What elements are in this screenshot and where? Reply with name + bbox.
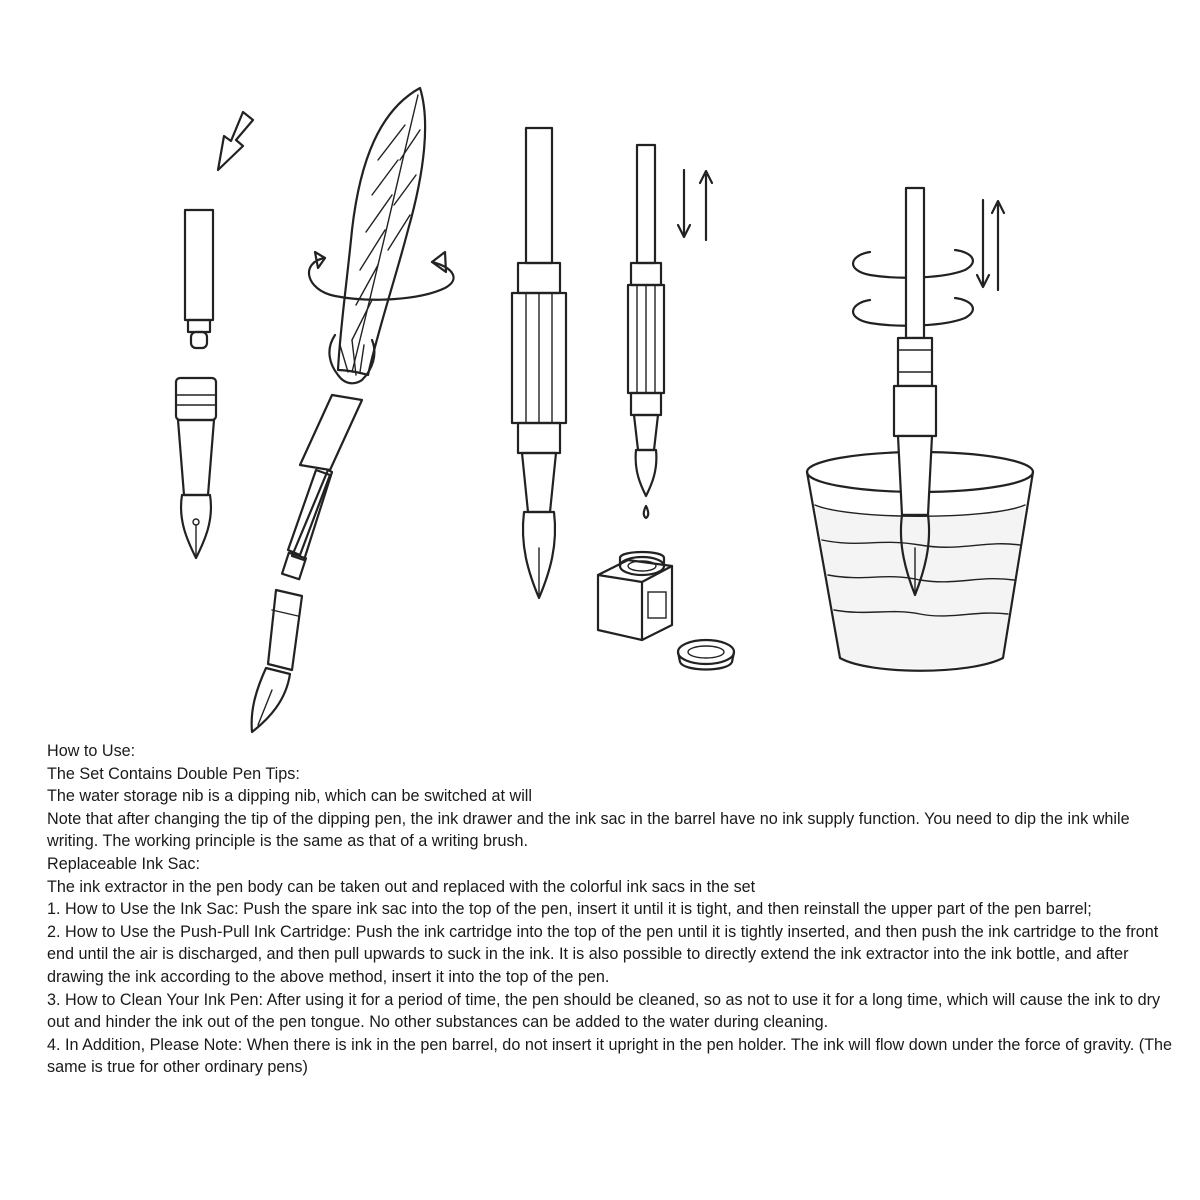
ink-sac-note: The ink extractor in the pen body can be taken out and replaced with the colorful ink sacs in the set (47, 877, 756, 896)
step-2: 2. How to Use the Push-Pull Ink Cartridge: Push the ink cartridge into the top of the pen until it is tightly inserted, and then push the ink cartridge to the front end until the air is discharged, and then pull upwards to suck in the ink. It is also possible to directly extend the ink extractor into the ink bottle, and after drawing the ink according to the above method, insert it into the top of the pen. (47, 922, 1159, 986)
dip-note: Note that after changing the tip of the dipping pen, the ink drawer and the ink sac in the barrel have no ink supply function. You need to dip the ink while writing. The working principle is the same as that of a writing brush. (47, 809, 1130, 851)
ink-sac-title: Replaceable Ink Sac: (47, 854, 200, 873)
step-4: 4. In Addition, Please Note: When there is ink in the pen barrel, do not insert it upright in the pen holder. The ink will flow down under the force of gravity. (The same is true for other ordinary pens) (47, 1035, 1173, 1077)
push-pull-arrows-icon (678, 170, 712, 240)
cartridge-and-nib-section (176, 112, 253, 558)
nib-note: The water storage nib is a dipping nib, which can be switched at will (47, 787, 532, 806)
instructions-heading: How to Use: (47, 742, 136, 760)
step-1: 1. How to Use the Ink Sac: Push the spare ink sac into the top of the pen, insert it until it is tight, and then reinstall the upper part of the pen barrel; (47, 900, 1092, 919)
rotate-icon (309, 252, 454, 300)
push-pull-converter (512, 128, 566, 598)
instructions-text (47, 740, 1182, 1079)
step-3: 3. How to Clean Your Ink Pen: After using it for a period of time, the pen should be cleaned, so as not to use it for a long time, which will cause the ink to dry out and hinder the ink out of the pen tongue. No other substances can be added to the water during cleaning. (47, 990, 1161, 1032)
cleaning-in-water-cup (807, 188, 1033, 671)
arrow-down-left-icon (218, 112, 253, 170)
quill-pen-assembly (252, 88, 454, 732)
ink-bottle-icon (598, 552, 734, 670)
ink-bottle-filling (598, 145, 734, 670)
double-tips-title: The Set Contains Double Pen Tips: (47, 764, 300, 783)
